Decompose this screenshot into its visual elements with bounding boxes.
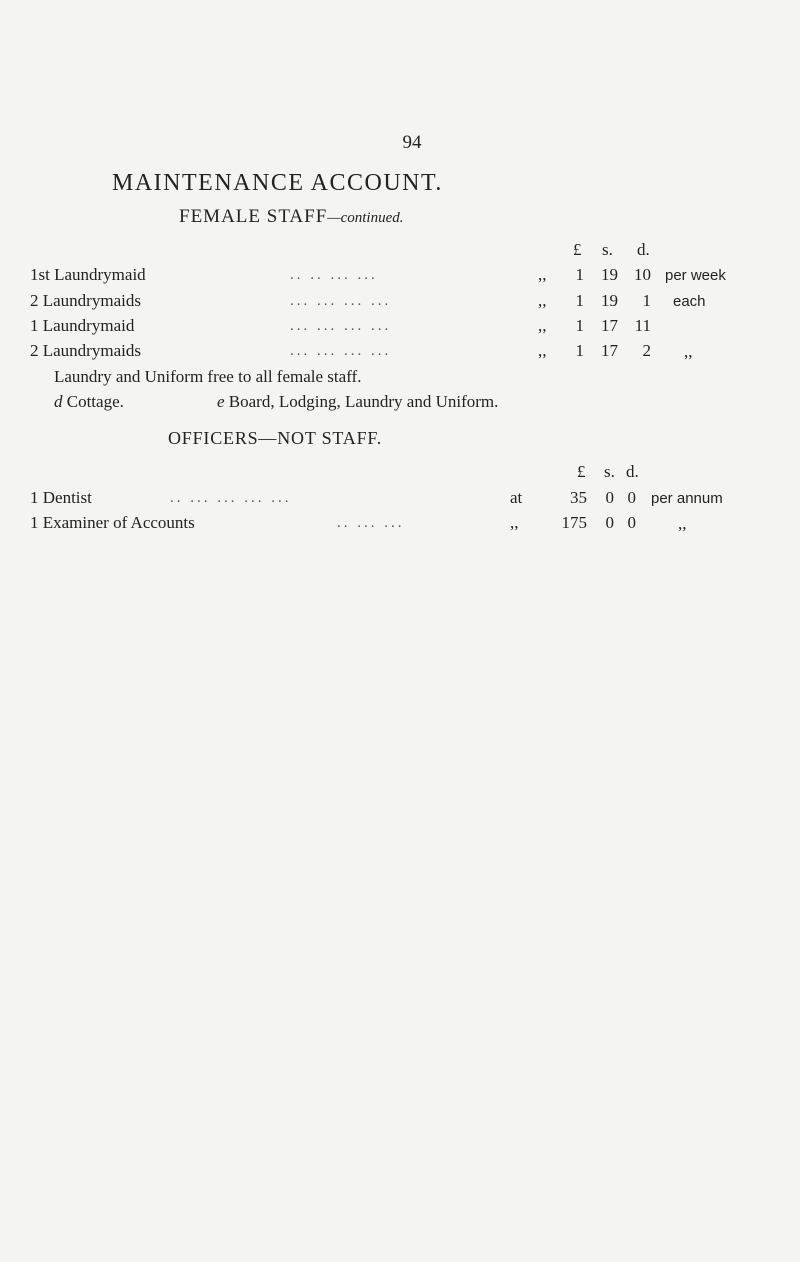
footnote-text: Cottage. <box>66 392 124 411</box>
officer-row-label: 1 Examiner of Accounts <box>30 513 195 532</box>
pence-value: 10 <box>634 265 651 284</box>
pounds-value: 1 <box>575 291 584 310</box>
pence-value: 2 <box>642 341 651 360</box>
shillings-header: s. <box>602 240 613 259</box>
officers-section-title: OFFICERS—NOT STAFF. <box>168 428 383 448</box>
page-number: 94 <box>402 132 422 153</box>
leader-dots: ... ... ... ... <box>290 293 392 309</box>
pounds-value: 1 <box>575 265 584 284</box>
shillings-value: 19 <box>601 291 618 310</box>
footnote-marker: e <box>217 392 225 411</box>
shillings-value: 17 <box>601 316 618 335</box>
pence-value: 0 <box>627 513 636 532</box>
shillings-header: s. <box>604 462 615 481</box>
footnote-uniform: Laundry and Uniform free to all female staff. <box>54 367 362 386</box>
footnote-text: Board, Lodging, Laundry and Uniform. <box>228 392 499 411</box>
pounds-header: £ <box>577 462 586 481</box>
page-title: MAINTENANCE ACCOUNT. <box>112 170 443 196</box>
shillings-value: 19 <box>601 265 618 284</box>
pence-header: d. <box>637 240 650 259</box>
footnote-cottage <box>54 392 124 412</box>
pounds-value: 1 <box>575 316 584 335</box>
staff-row-label: 2 Laundrymaids <box>30 291 141 310</box>
leader-dots: ... ... ... ... <box>290 343 392 359</box>
ditto-mark: ,, <box>538 265 547 284</box>
ditto-mark: ,, <box>538 341 547 360</box>
rate-note: each <box>673 293 706 310</box>
pence-value: 1 <box>642 291 651 310</box>
pence-header: d. <box>626 462 639 481</box>
section-subtitle <box>179 206 404 228</box>
pounds-header: £ <box>573 240 582 259</box>
officer-row-label: 1 Dentist <box>30 488 92 507</box>
rate-note: per annum <box>651 490 723 507</box>
shillings-value: 0 <box>605 488 614 507</box>
pounds-value: 175 <box>561 513 587 532</box>
shillings-value: 17 <box>601 341 618 360</box>
footnote-board <box>217 392 498 412</box>
ditto-mark: ,, <box>678 514 687 533</box>
ditto-mark: ,, <box>538 291 547 310</box>
pence-value: 0 <box>627 488 636 507</box>
leader-dots: .. ... ... ... ... <box>170 490 292 506</box>
staff-row-label: 1 Laundrymaid <box>30 316 135 335</box>
pence-value: 11 <box>634 316 651 335</box>
staff-row-label: 2 Laundrymaids <box>30 341 141 360</box>
subtitle-text: FEMALE STAFF <box>179 206 328 227</box>
leader-dots: ... ... ... ... <box>290 318 392 334</box>
leader-dots: .. .. ... ... <box>290 267 378 283</box>
staff-row-label: 1st Laundrymaid <box>30 265 146 284</box>
pounds-value: 1 <box>575 341 584 360</box>
rate-prefix: at <box>510 488 523 507</box>
rate-note: per week <box>665 267 726 284</box>
subtitle-suffix: —continued. <box>327 210 404 226</box>
ditto-mark: ,, <box>510 513 519 532</box>
ditto-mark: ,, <box>684 342 693 361</box>
pounds-value: 35 <box>570 488 587 507</box>
leader-dots: .. ... ... <box>337 515 405 531</box>
ditto-mark: ,, <box>538 316 547 335</box>
shillings-value: 0 <box>605 513 614 532</box>
footnote-marker: d <box>54 392 63 411</box>
